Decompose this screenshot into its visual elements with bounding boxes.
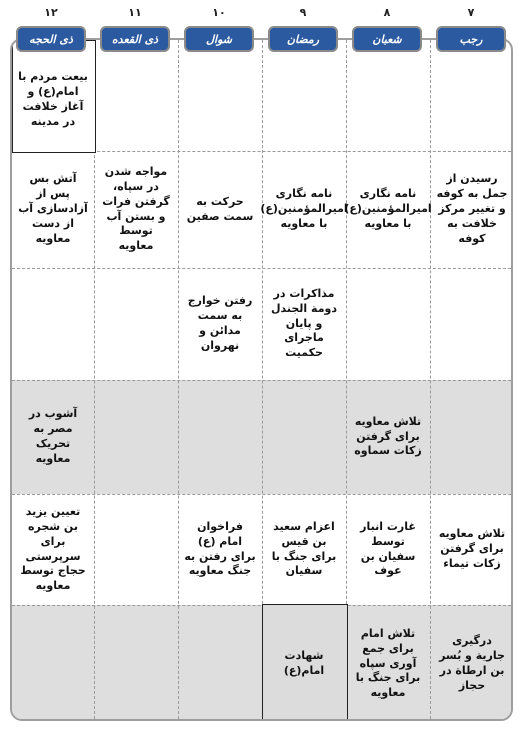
month-tab-shaban: شعبان [352,26,422,52]
event-cell: غارت انبار توسط سفیان بن عوف [360,519,416,578]
month-tab-dhulhijja: ذی الحجه [16,26,86,52]
event-cell: بیعت مردم با امام(ع) و آغاز خلافت در مدینه [18,70,88,128]
event-cell: تعیین یزید بن شجره برای سرپرستی حجاج توسط معاویه [20,504,86,593]
month-number: ۱۱ [128,6,142,19]
event-cell: آشوب در مصر به تحریک معاویه [28,407,78,465]
event-cell: نامه نگاری امیرالمؤمنین(ع) با معاویه [260,187,348,230]
month-number: ۱۲ [44,6,58,19]
month-number: ۹ [299,6,307,19]
month-number: ۷ [467,6,475,19]
event-cell: نامه نگاری امیرالمؤمنین(ع) با معاویه [344,187,432,230]
event-cell: تلاش معاویه برای گرفتن زکات سماوه [354,414,422,458]
event-cell: مواجه شدن در سپاه، گرفتن فرات و بستن آب توسط معاویه [102,164,170,253]
event-cell: تلاش امام برای جمع آوری سپاه برای جنگ با معاویه [355,626,421,700]
event-cell: درگیری جاریة و بُسر بن ارطاة در حجاز [439,634,505,692]
event-cell: شهادت امام(ع) [283,649,325,677]
event-cell: مذاکرات در دومة الجندل و پایان ماجرای حکمیت [270,286,337,360]
month-tab-rajab: رجب [436,26,506,52]
month-tab-ramadan: رمضان [268,26,338,52]
month-tab-dhulqada: ذی القعده [100,26,170,52]
event-cell: تلاش معاویه برای گرفتن زکات تیماء [438,527,506,570]
event-cell: رسیدن از جمل به کوفه و تغییر مرکز خلافت به کوفه [436,172,508,245]
month-tab-shawwal: شوال [184,26,254,52]
event-cell: اعزام سعید بن قیس برای جنگ با سفیان [271,519,337,578]
event-cell: حرکت به سمت صفین [186,194,254,223]
timeline-table [10,38,513,721]
event-cell: فراخوان امام (ع) برای رفتن به جنگ معاویه [184,519,256,578]
month-number: ۱۰ [212,6,226,19]
month-number: ۸ [383,6,391,19]
event-cell: آتش بس پس از آزادسازی آب از دست معاویه [18,172,88,245]
event-cell: رفتن خوارج به سمت مدائن و نهروان [187,294,253,352]
